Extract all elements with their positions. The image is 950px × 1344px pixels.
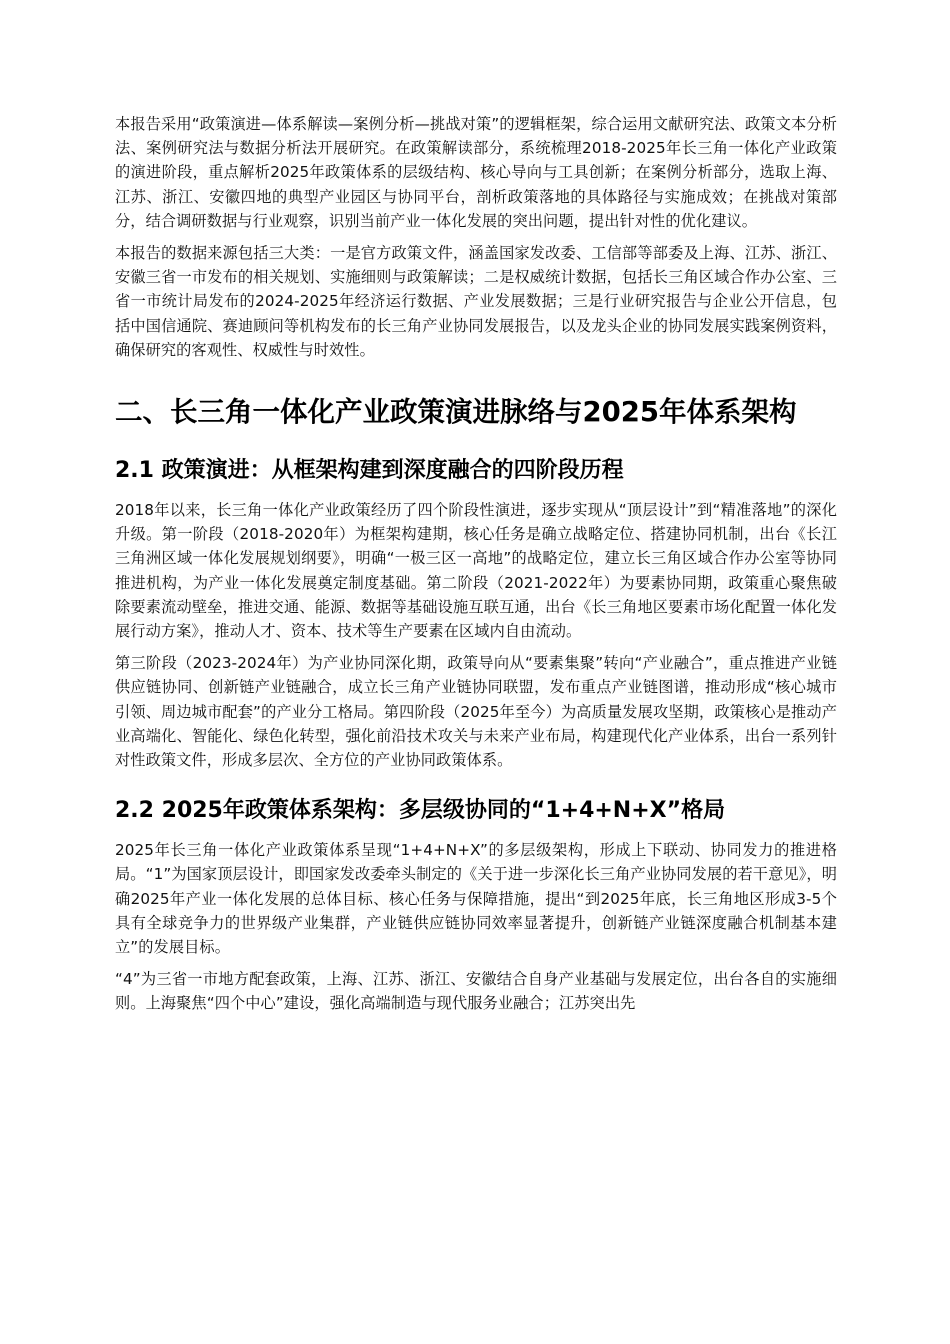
- section-2-1-heading: 2.1 政策演进：从框架构建到深度融合的四阶段历程: [115, 458, 624, 484]
- document-page: [115, 112, 837, 1016]
- intro-paragraph-1: 本报告采用“政策演进—体系解读—案例分析—挑战对策”的逻辑框架，综合运用文献研究法、政策文本分析法、案例研究法与数据分析法开展研究。在政策解读部分，系统梳理2018-2025年长三角一体化产业政策的演进阶段，重点解析2025年政策体系的层级结构、核心导向与工具创新；在案例分析部分，选取上海、江苏、浙江、安徽四地的典型产业园区与协同平台，剖析政策落地的具体路径与实施成效；在挑战对策部分，结合调研数据与行业观察，识别当前产业一体化发展的突出问题，提出针对性的优化建议。: [115, 115, 837, 230]
- section-2-2-heading: 2.2 2025年政策体系架构：多层级协同的“1+4+N+X”格局: [115, 798, 726, 824]
- section-2-1-paragraph-1: 2018年以来，长三角一体化产业政策经历了四个阶段性演进，逐步实现从“顶层设计”到“精准落地”的深化升级。第一阶段（2018-2020年）为框架构建期，核心任务是确立战略定位、搭建协同机制，出台《长江三角洲区域一体化发展规划纲要》，明确“一极三区一高地”的战略定位，建立长三角区域合作办公室等协同推进机构，为产业一体化发展奠定制度基础。第二阶段（2021-2022年）为要素协同期，政策重心聚焦破除要素流动壁垒，推进交通、能源、数据等基础设施互联互通，出台《长三角地区要素市场化配置一体化发展行动方案》，推动人才、资本、技术等生产要素在区域内自由流动。: [115, 501, 837, 641]
- section-2-2-paragraph-2: “4”为三省一市地方配套政策，上海、江苏、浙江、安徽结合自身产业基础与发展定位，出台各自的实施细则。上海聚焦“四个中心”建设，强化高端制造与现代服务业融合；江苏突出先: [115, 970, 837, 1013]
- section-2-1-paragraph-2: 第三阶段（2023-2024年）为产业协同深化期，政策导向从“要素集聚”转向“产业融合”，重点推进产业链供应链协同、创新链产业链融合，成立长三角产业链协同联盟，发布重点产业链图谱，推动形成“核心城市引领、周边城市配套”的产业分工格局。第四阶段（2025年至今）为高质量发展攻坚期，政策核心是推动产业高端化、智能化、绿色化转型，强化前沿技术攻关与未来产业布局，构建现代化产业体系，出台一系列针对性政策文件，形成多层次、全方位的产业协同政策体系。: [115, 654, 837, 770]
- section-2-heading: 二、长三角一体化产业政策演进脉络与2025年体系架构: [115, 396, 797, 429]
- section-2-2-paragraph-1: 2025年长三角一体化产业政策体系呈现“1+4+N+X”的多层级架构，形成上下联动、协同发力的推进格局。“1”为国家顶层设计，即国家发改委牵头制定的《关于进一步深化长三角产业协同发展的若干意见》，明确2025年产业一体化发展的总体目标、核心任务与保障措施，提出“到2025年底，长三角地区形成3-5个具有全球竞争力的世界级产业集群，产业链供应链协同效率显著提升，创新链产业链深度融合机制基本建立”的发展目标。: [115, 841, 837, 957]
- intro-paragraph-2: 本报告的数据来源包括三大类：一是官方政策文件，涵盖国家发改委、工信部等部委及上海、江苏、浙江、安徽三省一市发布的相关规划、实施细则与政策解读；二是权威统计数据，包括长三角区域合作办公室、三省一市统计局发布的2024-2025年经济运行数据、产业发展数据；三是行业研究报告与企业公开信息，包括中国信通院、赛迪顾问等机构发布的长三角产业协同发展报告，以及龙头企业的协同发展实践案例资料，确保研究的客观性、权威性与时效性。: [115, 244, 837, 359]
